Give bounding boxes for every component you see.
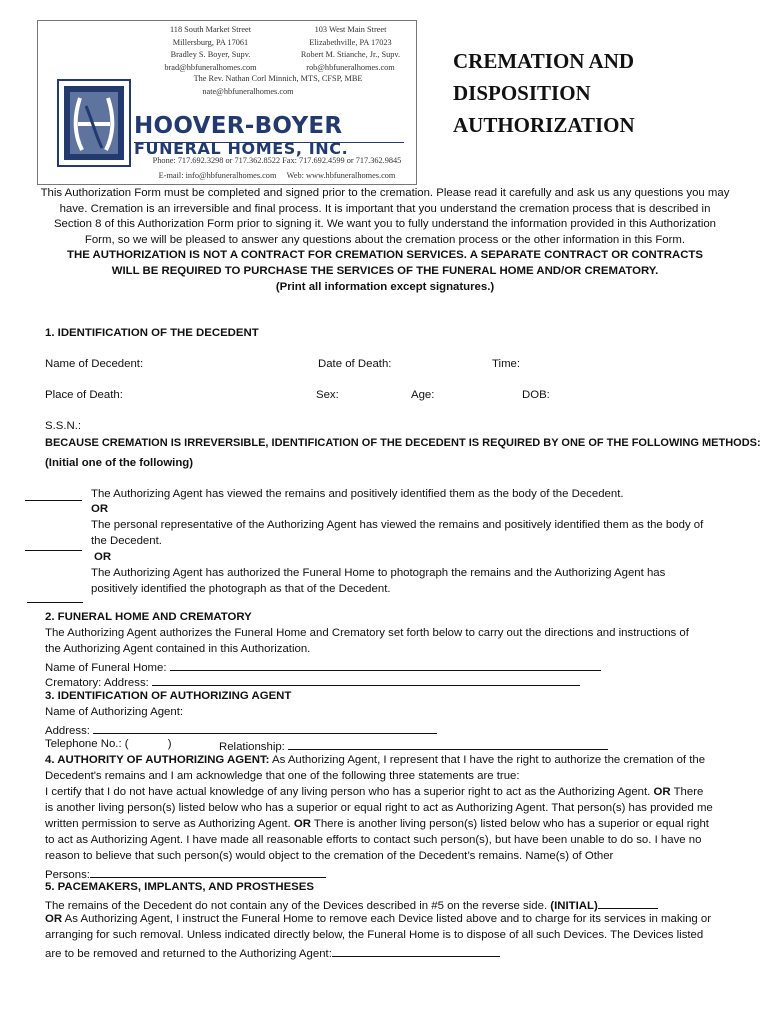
title-line: AUTHORIZATION — [453, 113, 635, 137]
contact-email[interactable]: E-mail: info@hbfuneralhomes.com — [158, 171, 277, 180]
letterhead — [37, 20, 417, 185]
address-line: 103 West Main Street — [314, 25, 387, 34]
other-persons-blank[interactable] — [90, 866, 326, 878]
address-line: Millersburg, PA 17061 — [172, 37, 249, 47]
date-of-death-label[interactable]: Date of Death: — [318, 358, 392, 370]
or-divider: OR — [653, 786, 671, 798]
section-2-heading: 2. FUNERAL HOME AND CREMATORY — [45, 611, 252, 623]
initial-label: (INITIAL) — [550, 900, 598, 912]
phone-fax-line: Phone: 717.692.3298 or 717.362.8522 Fax: 717.692.4599 or 717.362.9845 — [152, 156, 402, 165]
devices-returned-label: are to be removed and returned to the Authorizing Agent: — [45, 948, 332, 960]
age-label[interactable]: Age: — [411, 389, 435, 401]
id-option-viewed-remains: The Authorizing Agent has viewed the remains and positively identified them as the body of the Decedent. — [91, 488, 624, 500]
id-option-representative: The personal representative of the Authorizing Agent has viewed the remains and positively identified them as the body of — [91, 519, 704, 531]
or-divider: OR — [293, 818, 311, 830]
funeral-home-field[interactable] — [45, 659, 601, 674]
supervisor-name: Bradley S. Boyer, Supv. — [170, 50, 251, 60]
ssn-label[interactable]: S.S.N.: — [45, 420, 82, 432]
section-5-text: arranging for such removal. Unless indicated directly below, the Funeral Home is to dispose of all such Devices. The Devices listed — [45, 929, 704, 941]
contact-website[interactable]: Web: www.hbfuneralhomes.com — [286, 171, 396, 180]
relationship-blank[interactable] — [288, 738, 608, 750]
firm-name: HOOVER-BOYER — [134, 113, 343, 139]
millersburg-office-address — [138, 24, 283, 74]
initial-line-option-1[interactable] — [25, 500, 82, 501]
supervisor-email[interactable]: brad@hbfuneralhomes.com — [164, 62, 257, 72]
id-option-photograph-cont: positively identified the photograph as that of the Decedent. — [91, 583, 391, 595]
section-4-text: to act as Authorizing Agent. I have made all reasonable efforts to contact such person(s), but have been unable to do so. I have no — [45, 834, 702, 846]
section-4-heading: 4. AUTHORITY OF AUTHORIZING AGENT: — [45, 754, 270, 766]
statement-text: The remains of the Decedent do not contain any of the Devices described in #5 on the reverse side. — [45, 900, 548, 912]
firm-subtitle: FUNERAL HOMES, INC. — [134, 139, 349, 158]
or-divider: OR — [94, 551, 112, 563]
statement-text: I certify that I do not have actual knowledge of any living person who has a superior right to act as the Authorizing Agent. — [45, 786, 651, 798]
devices-returned-field[interactable] — [45, 945, 500, 960]
crematory-blank[interactable] — [152, 674, 580, 686]
section-2-text-cont: the Authorizing Agent contained in this Authorization. — [45, 643, 311, 655]
section-2-text: The Authorizing Agent authorizes the Funeral Home and Crematory set forth below to carry out the directions and instructions of — [45, 627, 689, 639]
identification-requirement: BECAUSE CREMATION IS IRREVERSIBLE, IDENTIFICATION OF THE DECEDENT IS REQUIRED BY ONE OF THE FOLLOWING METHODS: — [45, 437, 761, 449]
initial-line-option-2[interactable] — [25, 550, 82, 551]
other-persons-label: Persons: — [45, 869, 90, 881]
devices-returned-blank[interactable] — [332, 945, 500, 957]
id-option-photograph: The Authorizing Agent has authorized the Funeral Home to photograph the remains and the Authorizing Agent has — [91, 567, 666, 579]
statement-text: There — [673, 786, 704, 798]
no-devices-statement — [45, 897, 658, 912]
section-3-heading: 3. IDENTIFICATION OF AUTHORIZING AGENT — [45, 690, 292, 702]
initial-instruction: (Initial one of the following) — [45, 457, 194, 469]
section-4-text: Decedent's remains and I am acknowledge that one of the following three statements are true: — [45, 770, 520, 782]
other-persons-field[interactable] — [45, 866, 326, 881]
telephone-field[interactable] — [45, 738, 172, 750]
funeral-home-blank[interactable] — [170, 659, 601, 671]
agent-address-blank[interactable] — [93, 722, 437, 734]
section-5-heading: 5. PACEMAKERS, IMPLANTS, AND PROSTHESES — [45, 881, 314, 893]
agent-address-label: Address: — [45, 725, 90, 737]
title-line: CREMATION AND — [453, 49, 635, 73]
supervisor-email[interactable]: rob@hbfuneralhomes.com — [306, 62, 395, 72]
section-4-text: reason to believe that such person(s) would object to the cremation of the Decedent’s remains. Name(s) of Other — [45, 850, 614, 862]
address-line: 118 South Market Street — [169, 25, 252, 34]
intro-paragraph: This Authorization Form must be completed and signed prior to the cremation. Please read it carefully and ask us any questions you may have. Cremation is an irreversible and final process. It is important that you understand the cremation process that is described in Section 8 of this Authorization Form prior to signing it. We want you to fully understand the information provided in this Authorization Form, so we will be pleased to answer any questions about the cremation process or the other information in this Form. — [40, 187, 730, 246]
email-web-line — [138, 168, 416, 184]
address-line: Elizabethville, PA 17023 — [309, 37, 392, 47]
intro-block — [40, 186, 730, 295]
time-of-death-label[interactable]: Time: — [492, 358, 521, 370]
decedent-name-label[interactable]: Name of Decedent: — [45, 358, 144, 370]
section-4-heading-line — [45, 754, 705, 766]
agent-address-field[interactable] — [45, 722, 437, 737]
supervisor-name: Robert M. Stianche, Jr., Supv. — [300, 50, 401, 60]
dob-label[interactable]: DOB: — [522, 389, 550, 401]
authorizing-agent-name-label[interactable]: Name of Authorizing Agent: — [45, 706, 184, 718]
print-note: (Print all information except signatures.) — [275, 280, 495, 293]
relationship-label: Relationship: — [219, 741, 285, 753]
reverend-name: The Rev. Nathan Corl Minnich, MTS, CFSP, MBE — [193, 74, 363, 83]
hb-monogram-logo-icon — [56, 76, 132, 172]
section-4-text — [45, 818, 709, 830]
funeral-home-label: Name of Funeral Home: — [45, 662, 167, 674]
section-4-text — [45, 786, 703, 798]
sex-label[interactable]: Sex: — [316, 389, 339, 401]
section-1-heading: 1. IDENTIFICATION OF THE DECEDENT — [45, 327, 259, 339]
reverend-email[interactable]: nate@hbfuneralhomes.com — [202, 87, 294, 96]
telephone-label: Telephone No.: ( — [45, 738, 129, 750]
id-option-representative-cont: the Decedent. — [91, 535, 162, 547]
statement-text: As Authorizing Agent, I instruct the Funeral Home to remove each Device listed above and to charge for its services in making or — [64, 913, 712, 925]
elizabethville-office-address — [278, 24, 423, 74]
devices-initial-blank[interactable] — [598, 897, 658, 909]
statement-text: There is another living person(s) listed below who has a superior or equal right — [313, 818, 709, 830]
section-5-text — [45, 913, 711, 925]
title-line: DISPOSITION — [453, 81, 591, 105]
section-4-text: is another living person(s) listed below who has a superior or equal right to act as Authorizing Agent. That person(s) has provided me — [45, 802, 713, 814]
relationship-field[interactable] — [219, 738, 608, 753]
contract-notice: THE AUTHORIZATION IS NOT A CONTRACT FOR CREMATION SERVICES. A SEPARATE CONTRACT OR CONTRACTS WILL BE REQUIRED TO PURCHASE THE SERVICES OF THE FUNERAL HOME AND/OR CREMATORY. — [67, 249, 703, 277]
or-divider: OR — [45, 913, 63, 925]
section-4-text: As Authorizing Agent, I represent that I have the right to authorize the cremation of the — [271, 754, 706, 766]
or-divider: OR — [91, 503, 109, 515]
crematory-field[interactable] — [45, 674, 580, 689]
initial-line-option-3[interactable] — [27, 602, 83, 603]
telephone-paren: ) — [167, 738, 172, 750]
document-title — [453, 45, 693, 141]
statement-text: written permission to serve as Authorizing Agent. — [45, 818, 291, 830]
crematory-label: Crematory: Address: — [45, 677, 149, 689]
place-of-death-label[interactable]: Place of Death: — [45, 389, 123, 401]
